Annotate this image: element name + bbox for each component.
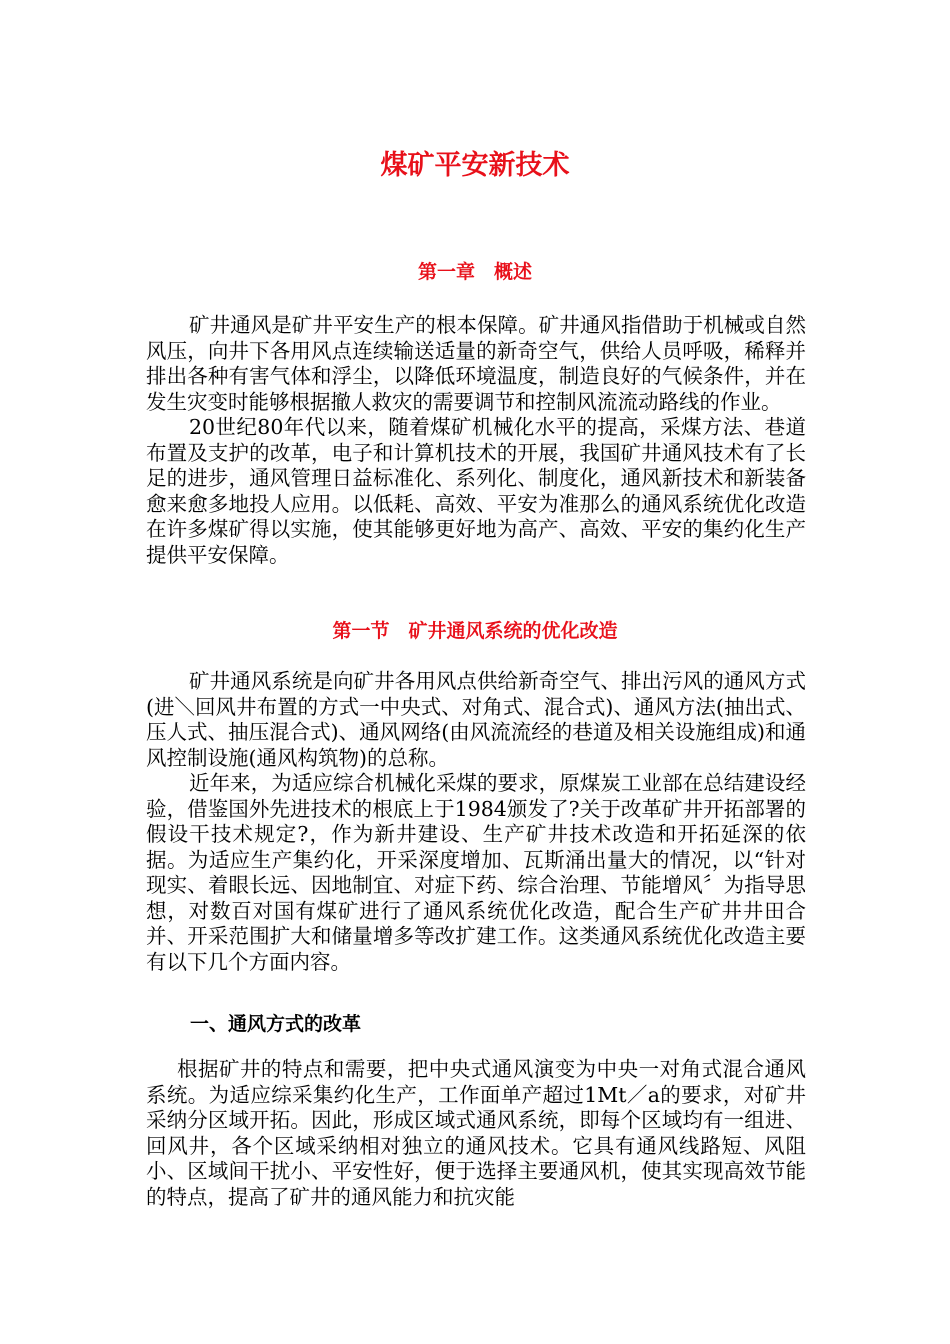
section-paragraph-1: 矿井通风系统是向矿井各用风点供给新奇空气、排出污风的通风方式(进＼回风井布置的方式一中央式、对角式、混合式)、通风方法(抽出式、压人式、抽压混合式)、通风网络(由风流流经的巷道及相关设施组成)和通风控制设施(通风构筑物)的总称。 [146,669,806,770]
section-body [146,669,806,975]
chapter-paragraph-1: 矿井通风是矿井平安生产的根本保障。矿井通风指借助于机械或自然风压，向井下各用风点连续输送适量的新奇空气，供给人员呼吸，稀释并排出各种有害气体和浮尘，以降低环境温度，制造良好的气候条件，并在发生灾变时能够根据撤人救灾的需要调节和控制风流流动路线的作业。 [146,313,806,414]
chapter-paragraph-2: 20世纪80年代以来，随着煤矿机械化水平的提高，采煤方法、巷道布置及支护的改革，电子和计算机技术的开展，我国矿井通风技术有了长足的进步，通风管理日益标准化、系列化、制度化，通风新技术和新装备愈来愈多地投人应用。以低耗、高效、平安为准那么的通风系统优化改造在许多煤矿得以实施，使其能够更好地为高产、高效、平安的集约化生产提供平安保障。 [146,415,806,567]
section-paragraph-2: 近年来，为适应综合机械化采煤的要求，原煤炭工业部在总结建设经验，借鉴国外先进技术的根底上于1984颁发了?关于改革矿井开拓部署的假设干技术规定?，作为新井建设、生产矿井技术改造和开拓延深的依据。为适应生产集约化，开采深度增加、瓦斯涌出量大的情况，以“针对现实、着眼长远、因地制宜、对症下药、综合治理、节能增风〞为指导思想，对数百对国有煤矿进行了通风系统优化改造，配合生产矿井井田合并、开采范围扩大和储量增多等改扩建工作。这类通风系统优化改造主要有以下几个方面内容。 [146,771,806,974]
chapter-body [146,313,806,568]
document-title: 煤矿平安新技术 [380,150,570,181]
section-heading: 第一节 矿井通风系统的优化改造 [332,620,618,642]
subsection-heading: 一、通风方式的改革 [190,1013,362,1035]
subsection-paragraph: 根据矿井的特点和需要，把中央式通风演变为中央一对角式混合通风系统。为适应综采集约化生产，工作面单产超过1Mt／a的要求，对矿井采纳分区域开拓。因此，形成区域式通风系统，即每个区域均有一组进、回风井，各个区域采纳相对独立的通风技术。它具有通风线路短、风阻小、区域间干扰小、平安性好，便于选择主要通风机，使其实现高效节能的特点，提高了矿井的通风能力和抗灾能 [146,1057,806,1209]
chapter-heading: 第一章 概述 [417,261,532,283]
subsection-body [146,1057,806,1210]
